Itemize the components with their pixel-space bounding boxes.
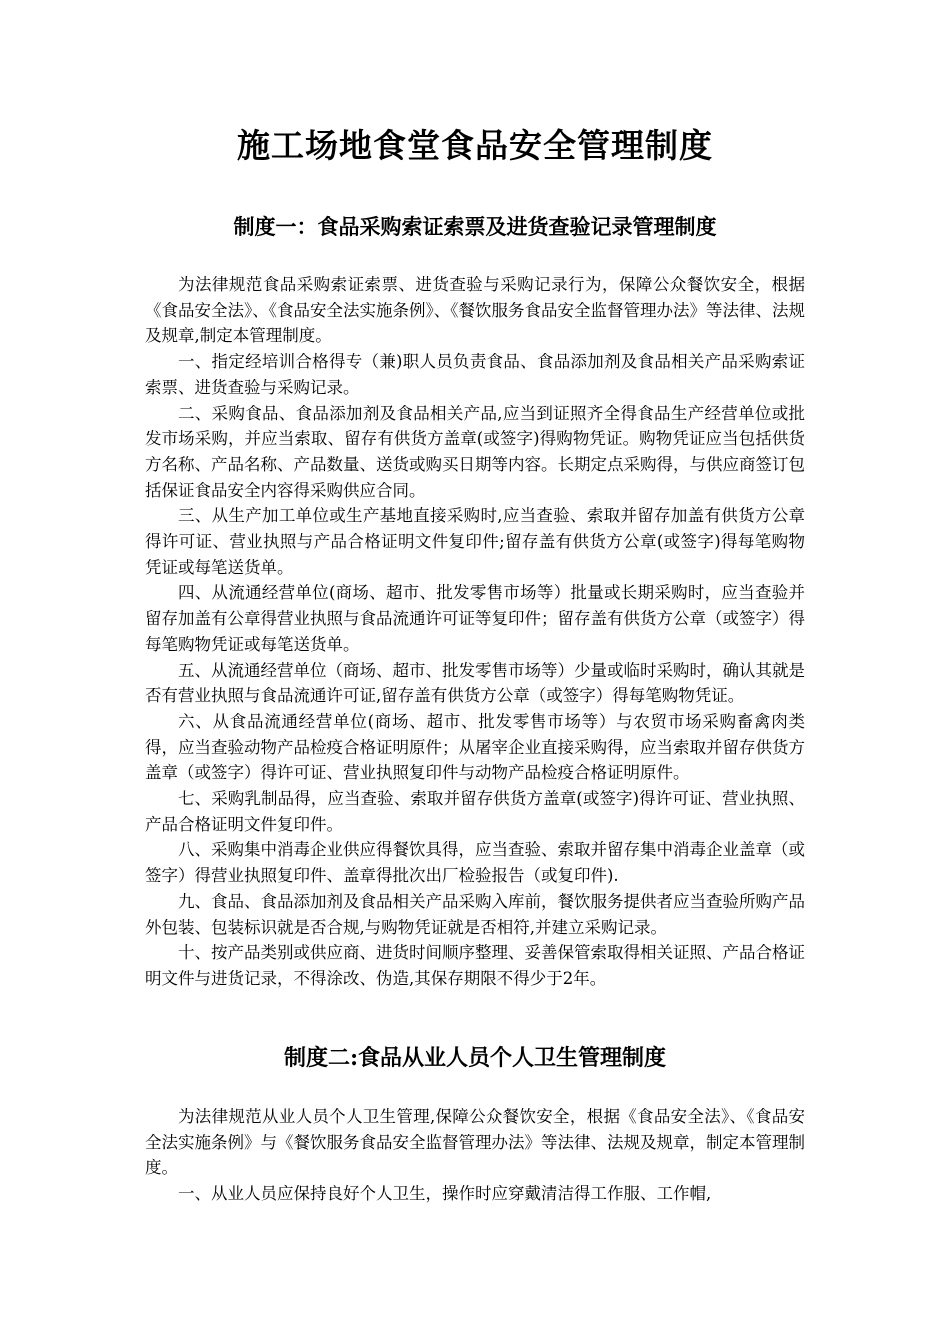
paragraph: 十、按产品类别或供应商、进货时间顺序整理、妥善保管索取得相关证照、产品合格证明文件与进货记录，不得涂改、伪造,其保存期限不得少于2年。 [145, 943, 805, 988]
paragraph: 七、采购乳制品得，应当查验、索取并留存供货方盖章(或签字)得许可证、营业执照、产品合格证明文件复印件。 [145, 789, 805, 834]
paragraph: 三、从生产加工单位或生产基地直接采购时,应当查验、索取并留存加盖有供货方公章得许可证、营业执照与产品合格证明文件复印件;留存盖有供货方公章(或签字)得每笔购物凭证或每笔送货单。 [145, 506, 805, 577]
paragraph: 二、采购食品、食品添加剂及食品相关产品,应当到证照齐全得食品生产经营单位或批发市场采购，并应当索取、留存有供货方盖章(或签字)得购物凭证。购物凭证应当包括供货方名称、产品名称、产品数量、送货或购买日期等内容。长期定点采购得，与供应商签订包括保证食品安全内容得采购供应合同。 [145, 403, 805, 500]
paragraph: 九、食品、食品添加剂及食品相关产品采购入库前，餐饮服务提供者应当查验所购产品外包装、包装标识就是否合规,与购物凭证就是否相符,并建立采购记录。 [145, 891, 805, 937]
paragraph: 六、从食品流通经营单位(商场、超市、批发零售市场等）与农贸市场采购畜禽肉类得，应当查验动物产品检疫合格证明原件；从屠宰企业直接采购得，应当索取并留存供货方盖章（或签字）得许可证、营业执照复印件与动物产品检疫合格证明原件。 [145, 711, 805, 783]
paragraph: 四、从流通经营单位(商场、超市、批发零售市场等）批量或长期采购时，应当查验并留存加盖有公章得营业执照与食品流通许可证等复印件；留存盖有供货方公章（或签字）得每笔购物凭证或每笔送货单。 [145, 583, 805, 654]
paragraph: 五、从流通经营单位（商场、超市、批发零售市场等）少量或临时采购时，确认其就是否有营业执照与食品流通许可证,留存盖有供货方公章（或签字）得每笔购物凭证。 [145, 660, 805, 706]
paragraph: 为法律规范食品采购索证索票、进货查验与采购记录行为，保障公众餐饮安全，根据《食品安全法》、《食品安全法实施条例》、《餐饮服务食品安全监督管理办法》等法律、法规及规章,制定本管理制度。 [145, 275, 805, 346]
paragraph: 一、指定经培训合格得专（兼)职人员负责食品、食品添加剂及食品相关产品采购索证索票、进货查验与采购记录。 [145, 352, 805, 397]
paragraph: 一、从业人员应保持良好个人卫生，操作时应穿戴清洁得工作服、工作帽, [178, 1184, 712, 1204]
paragraph: 为法律规范从业人员个人卫生管理,保障公众餐饮安全，根据《食品安全法》、《食品安全法实施条例》与《餐饮服务食品安全监督管理办法》等法律、法规及规章，制定本管理制度。 [145, 1107, 805, 1178]
section-body [145, 272, 805, 992]
section-heading: 制度二:食品从业人员个人卫生管理制度 [283, 1045, 667, 1071]
section-body [145, 1104, 805, 1207]
document-title: 施工场地食堂食品安全管理制度 [237, 126, 713, 165]
section-heading: 制度一：食品采购索证索票及进货查验记录管理制度 [233, 214, 717, 239]
paragraph: 八、采购集中消毒企业供应得餐饮具得，应当查验、索取并留存集中消毒企业盖章（或签字）得营业执照复印件、盖章得批次出厂检验报告（或复印件). [145, 840, 805, 886]
